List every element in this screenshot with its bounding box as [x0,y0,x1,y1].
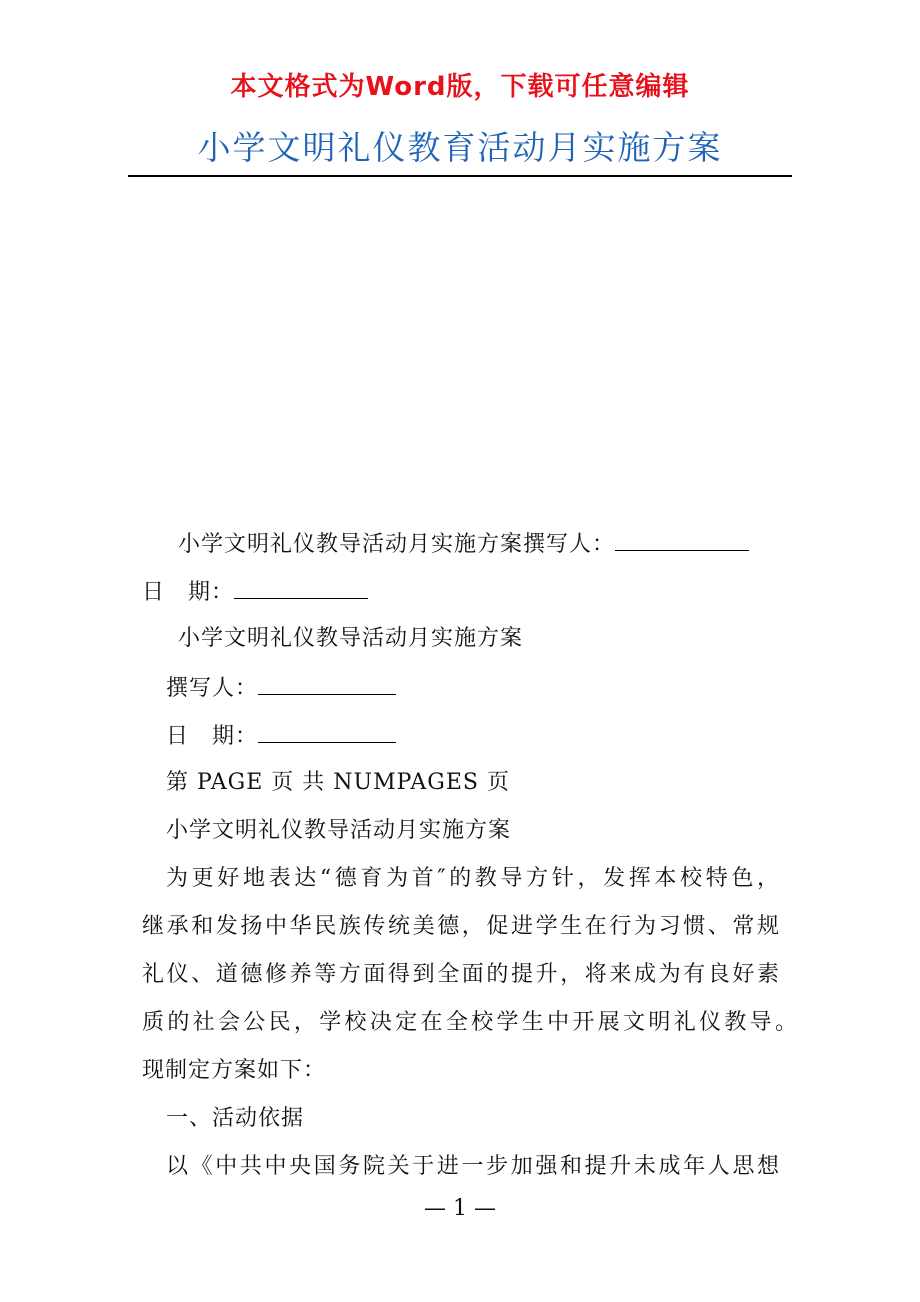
meta-author-line [166,672,396,704]
body-title: 小学文明礼仪教导活动月实施方案 [166,818,512,843]
cover-date-label: 日 期： [142,580,235,605]
paragraph-line: 继承和发扬中华民族传统美德，促进学生在行为习惯、常规 [142,914,780,939]
paragraph-line: 为更好地表达“德育为首″的教导方针，发挥本校特色， [166,866,780,891]
meta-date-blank [258,720,396,743]
meta-date-line [166,720,396,752]
paragraph-line: 质的社会公民，学校决定在全校学生中开展文明礼仪教导。 [142,1010,798,1035]
paragraph-line: 礼仪、道德修养等方面得到全面的提升，将来成为有良好素 [142,962,780,987]
cover-date-line [142,576,368,608]
header-divider [128,175,792,177]
page-number: — 1 — [424,1196,496,1221]
meta-author-blank [258,672,396,695]
document-title: 小学文明礼仪教育活动月实施方案 [197,128,723,167]
paragraph-line: 现制定方案如下： [142,1058,327,1083]
download-banner: 本文格式为Word版，下载可任意编辑 [230,72,690,102]
meta-author-label: 撰写人： [166,676,259,701]
cover-title-author-label: 小学文明礼仪教导活动月实施方案撰写人： [178,532,616,557]
cover-title-line [178,528,749,560]
meta-date-label: 日 期： [166,724,259,749]
page-field-code: 第 PAGE 页 共 NUMPAGES 页 [166,770,510,795]
date-blank [234,576,368,599]
paragraph-line: 以《中共中央国务院关于进一步加强和提升未成年人思想 [166,1154,780,1179]
meta-title: 小学文明礼仪教导活动月实施方案 [178,626,524,651]
author-blank [615,528,749,551]
section-heading: 一、活动依据 [166,1106,305,1131]
